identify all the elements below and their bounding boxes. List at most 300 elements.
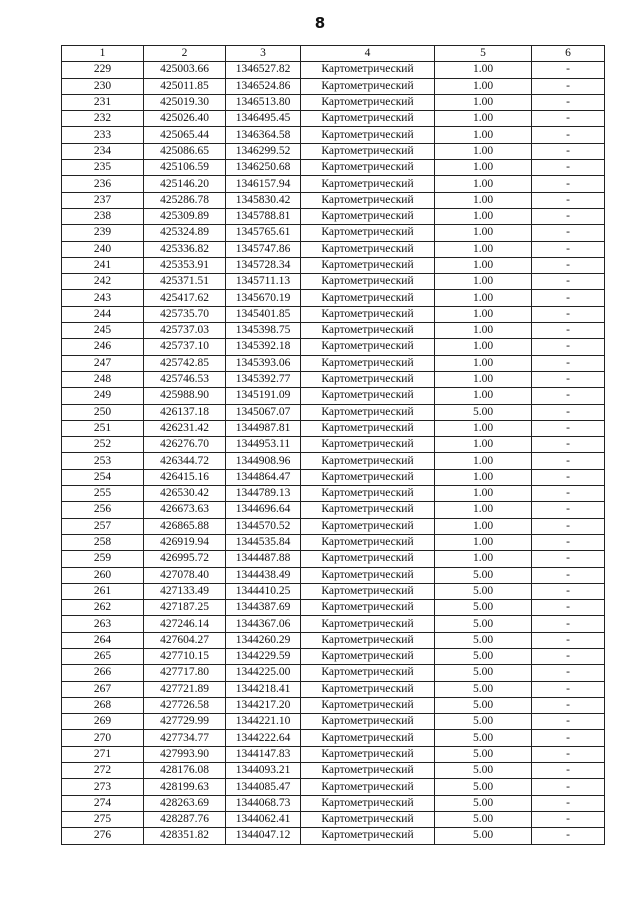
accuracy-cell: 5.00 — [435, 616, 532, 632]
accuracy-cell: 5.00 — [435, 583, 532, 599]
y-coordinate-cell: 1345398.75 — [226, 323, 301, 339]
x-coordinate-cell: 427604.27 — [144, 632, 226, 648]
note-cell: - — [532, 567, 605, 583]
method-cell: Картометрический — [301, 616, 435, 632]
y-coordinate-cell: 1344487.88 — [226, 551, 301, 567]
method-cell: Картометрический — [301, 208, 435, 224]
note-cell: - — [532, 534, 605, 550]
note-cell: - — [532, 404, 605, 420]
point-number-cell: 268 — [62, 697, 144, 713]
accuracy-cell: 1.00 — [435, 518, 532, 534]
method-cell: Картометрический — [301, 241, 435, 257]
y-coordinate-cell: 1344225.00 — [226, 665, 301, 681]
accuracy-cell: 1.00 — [435, 257, 532, 273]
point-number-cell: 230 — [62, 78, 144, 94]
y-coordinate-cell: 1344229.59 — [226, 648, 301, 664]
column-header: 6 — [532, 46, 605, 62]
y-coordinate-cell: 1345393.06 — [226, 355, 301, 371]
y-coordinate-cell: 1345401.85 — [226, 306, 301, 322]
x-coordinate-cell: 428287.76 — [144, 811, 226, 827]
x-coordinate-cell: 427721.89 — [144, 681, 226, 697]
table-row — [62, 160, 605, 176]
x-coordinate-cell: 425011.85 — [144, 78, 226, 94]
point-number-cell: 245 — [62, 323, 144, 339]
point-number-cell: 249 — [62, 388, 144, 404]
table-row — [62, 534, 605, 550]
point-number-cell: 266 — [62, 665, 144, 681]
x-coordinate-cell: 427729.99 — [144, 714, 226, 730]
table-row — [62, 192, 605, 208]
method-cell: Картометрический — [301, 486, 435, 502]
method-cell: Картометрический — [301, 583, 435, 599]
y-coordinate-cell: 1344218.41 — [226, 681, 301, 697]
table-row — [62, 257, 605, 273]
accuracy-cell: 1.00 — [435, 143, 532, 159]
note-cell: - — [532, 420, 605, 436]
accuracy-cell: 1.00 — [435, 111, 532, 127]
table-row — [62, 518, 605, 534]
method-cell: Картометрический — [301, 697, 435, 713]
column-header: 3 — [226, 46, 301, 62]
accuracy-cell: 1.00 — [435, 306, 532, 322]
y-coordinate-cell: 1346524.86 — [226, 78, 301, 94]
method-cell: Картометрический — [301, 339, 435, 355]
y-coordinate-cell: 1346364.58 — [226, 127, 301, 143]
table-row — [62, 486, 605, 502]
accuracy-cell: 1.00 — [435, 469, 532, 485]
accuracy-cell: 5.00 — [435, 665, 532, 681]
note-cell: - — [532, 632, 605, 648]
x-coordinate-cell: 425336.82 — [144, 241, 226, 257]
table-row — [62, 241, 605, 257]
accuracy-cell: 1.00 — [435, 355, 532, 371]
method-cell: Картометрический — [301, 763, 435, 779]
method-cell: Картометрический — [301, 62, 435, 78]
table-row — [62, 225, 605, 241]
table-row — [62, 176, 605, 192]
column-header: 4 — [301, 46, 435, 62]
point-number-cell: 251 — [62, 420, 144, 436]
x-coordinate-cell: 425742.85 — [144, 355, 226, 371]
method-cell: Картометрический — [301, 811, 435, 827]
x-coordinate-cell: 428351.82 — [144, 828, 226, 844]
y-coordinate-cell: 1344535.84 — [226, 534, 301, 550]
y-coordinate-cell: 1345747.86 — [226, 241, 301, 257]
note-cell: - — [532, 437, 605, 453]
note-cell: - — [532, 714, 605, 730]
x-coordinate-cell: 426415.16 — [144, 469, 226, 485]
x-coordinate-cell: 427078.40 — [144, 567, 226, 583]
method-cell: Картометрический — [301, 828, 435, 844]
point-number-cell: 256 — [62, 502, 144, 518]
x-coordinate-cell: 427717.80 — [144, 665, 226, 681]
point-number-cell: 232 — [62, 111, 144, 127]
method-cell: Картометрический — [301, 779, 435, 795]
y-coordinate-cell: 1344085.47 — [226, 779, 301, 795]
table-row — [62, 355, 605, 371]
x-coordinate-cell: 425146.20 — [144, 176, 226, 192]
table-row — [62, 339, 605, 355]
point-number-cell: 237 — [62, 192, 144, 208]
accuracy-cell: 1.00 — [435, 420, 532, 436]
note-cell: - — [532, 192, 605, 208]
accuracy-cell: 1.00 — [435, 437, 532, 453]
method-cell: Картометрический — [301, 160, 435, 176]
table-body — [62, 62, 605, 844]
method-cell: Картометрический — [301, 567, 435, 583]
accuracy-cell: 1.00 — [435, 225, 532, 241]
point-number-cell: 255 — [62, 486, 144, 502]
table-header-row — [62, 46, 605, 62]
method-cell: Картометрический — [301, 323, 435, 339]
method-cell: Картометрический — [301, 730, 435, 746]
x-coordinate-cell: 425371.51 — [144, 274, 226, 290]
table-row — [62, 420, 605, 436]
y-coordinate-cell: 1344222.64 — [226, 730, 301, 746]
method-cell: Картометрический — [301, 469, 435, 485]
note-cell: - — [532, 355, 605, 371]
method-cell: Картометрический — [301, 306, 435, 322]
point-number-cell: 234 — [62, 143, 144, 159]
y-coordinate-cell: 1345191.09 — [226, 388, 301, 404]
method-cell: Картометрический — [301, 681, 435, 697]
note-cell: - — [532, 127, 605, 143]
method-cell: Картометрический — [301, 111, 435, 127]
y-coordinate-cell: 1345728.34 — [226, 257, 301, 273]
method-cell: Картометрический — [301, 143, 435, 159]
point-number-cell: 253 — [62, 453, 144, 469]
point-number-cell: 239 — [62, 225, 144, 241]
table-row — [62, 697, 605, 713]
accuracy-cell: 1.00 — [435, 323, 532, 339]
table-row — [62, 583, 605, 599]
x-coordinate-cell: 428263.69 — [144, 795, 226, 811]
column-header: 2 — [144, 46, 226, 62]
x-coordinate-cell: 426865.88 — [144, 518, 226, 534]
point-number-cell: 262 — [62, 600, 144, 616]
table-row — [62, 763, 605, 779]
table-row — [62, 437, 605, 453]
table-row — [62, 811, 605, 827]
accuracy-cell: 1.00 — [435, 371, 532, 387]
note-cell: - — [532, 583, 605, 599]
note-cell: - — [532, 551, 605, 567]
y-coordinate-cell: 1344387.69 — [226, 600, 301, 616]
method-cell: Картометрический — [301, 453, 435, 469]
accuracy-cell: 5.00 — [435, 779, 532, 795]
accuracy-cell: 5.00 — [435, 828, 532, 844]
table-row — [62, 648, 605, 664]
x-coordinate-cell: 427710.15 — [144, 648, 226, 664]
note-cell: - — [532, 143, 605, 159]
x-coordinate-cell: 425106.59 — [144, 160, 226, 176]
point-number-cell: 238 — [62, 208, 144, 224]
method-cell: Картометрический — [301, 420, 435, 436]
point-number-cell: 252 — [62, 437, 144, 453]
note-cell: - — [532, 665, 605, 681]
point-number-cell: 269 — [62, 714, 144, 730]
accuracy-cell: 5.00 — [435, 763, 532, 779]
point-number-cell: 244 — [62, 306, 144, 322]
method-cell: Картометрический — [301, 371, 435, 387]
table-row — [62, 779, 605, 795]
table-row — [62, 567, 605, 583]
y-coordinate-cell: 1345788.81 — [226, 208, 301, 224]
table-row — [62, 94, 605, 110]
method-cell: Картометрический — [301, 192, 435, 208]
note-cell: - — [532, 453, 605, 469]
accuracy-cell: 1.00 — [435, 78, 532, 94]
point-number-cell: 267 — [62, 681, 144, 697]
column-header: 5 — [435, 46, 532, 62]
y-coordinate-cell: 1344864.47 — [226, 469, 301, 485]
x-coordinate-cell: 426344.72 — [144, 453, 226, 469]
table-row — [62, 600, 605, 616]
y-coordinate-cell: 1344410.25 — [226, 583, 301, 599]
table-row — [62, 143, 605, 159]
note-cell: - — [532, 176, 605, 192]
table-row — [62, 551, 605, 567]
method-cell: Картометрический — [301, 404, 435, 420]
x-coordinate-cell: 425019.30 — [144, 94, 226, 110]
note-cell: - — [532, 160, 605, 176]
table-row — [62, 469, 605, 485]
point-number-cell: 270 — [62, 730, 144, 746]
y-coordinate-cell: 1344570.52 — [226, 518, 301, 534]
accuracy-cell: 1.00 — [435, 94, 532, 110]
x-coordinate-cell: 427993.90 — [144, 746, 226, 762]
accuracy-cell: 1.00 — [435, 127, 532, 143]
accuracy-cell: 1.00 — [435, 62, 532, 78]
method-cell: Картометрический — [301, 534, 435, 550]
accuracy-cell: 1.00 — [435, 453, 532, 469]
accuracy-cell: 1.00 — [435, 502, 532, 518]
accuracy-cell: 1.00 — [435, 534, 532, 550]
table-row — [62, 78, 605, 94]
table-row — [62, 616, 605, 632]
point-number-cell: 254 — [62, 469, 144, 485]
accuracy-cell: 5.00 — [435, 714, 532, 730]
method-cell: Картометрический — [301, 714, 435, 730]
x-coordinate-cell: 426530.42 — [144, 486, 226, 502]
method-cell: Картометрический — [301, 746, 435, 762]
x-coordinate-cell: 425026.40 — [144, 111, 226, 127]
point-number-cell: 242 — [62, 274, 144, 290]
note-cell: - — [532, 518, 605, 534]
y-coordinate-cell: 1344221.10 — [226, 714, 301, 730]
x-coordinate-cell: 425735.70 — [144, 306, 226, 322]
y-coordinate-cell: 1344987.81 — [226, 420, 301, 436]
accuracy-cell: 5.00 — [435, 811, 532, 827]
point-number-cell: 272 — [62, 763, 144, 779]
table-row — [62, 127, 605, 143]
note-cell: - — [532, 502, 605, 518]
method-cell: Картометрический — [301, 257, 435, 273]
method-cell: Картометрический — [301, 274, 435, 290]
y-coordinate-cell: 1344147.83 — [226, 746, 301, 762]
note-cell: - — [532, 648, 605, 664]
y-coordinate-cell: 1345067.07 — [226, 404, 301, 420]
method-cell: Картометрический — [301, 600, 435, 616]
y-coordinate-cell: 1345670.19 — [226, 290, 301, 306]
note-cell: - — [532, 208, 605, 224]
method-cell: Картометрический — [301, 665, 435, 681]
y-coordinate-cell: 1344367.06 — [226, 616, 301, 632]
x-coordinate-cell: 426276.70 — [144, 437, 226, 453]
y-coordinate-cell: 1345830.42 — [226, 192, 301, 208]
note-cell: - — [532, 616, 605, 632]
x-coordinate-cell: 425286.78 — [144, 192, 226, 208]
y-coordinate-cell: 1346250.68 — [226, 160, 301, 176]
y-coordinate-cell: 1345392.18 — [226, 339, 301, 355]
accuracy-cell: 5.00 — [435, 730, 532, 746]
x-coordinate-cell: 426995.72 — [144, 551, 226, 567]
note-cell: - — [532, 274, 605, 290]
point-number-cell: 276 — [62, 828, 144, 844]
x-coordinate-cell: 426919.94 — [144, 534, 226, 550]
method-cell: Картометрический — [301, 290, 435, 306]
y-coordinate-cell: 1344789.13 — [226, 486, 301, 502]
table-row — [62, 795, 605, 811]
table-row — [62, 274, 605, 290]
point-number-cell: 274 — [62, 795, 144, 811]
x-coordinate-cell: 425003.66 — [144, 62, 226, 78]
note-cell: - — [532, 828, 605, 844]
note-cell: - — [532, 371, 605, 387]
x-coordinate-cell: 428176.08 — [144, 763, 226, 779]
note-cell: - — [532, 486, 605, 502]
table-row — [62, 306, 605, 322]
x-coordinate-cell: 426231.42 — [144, 420, 226, 436]
method-cell: Картометрический — [301, 225, 435, 241]
accuracy-cell: 1.00 — [435, 388, 532, 404]
accuracy-cell: 5.00 — [435, 746, 532, 762]
x-coordinate-cell: 427187.25 — [144, 600, 226, 616]
accuracy-cell: 1.00 — [435, 160, 532, 176]
page-number: 8 — [314, 14, 326, 32]
table-row — [62, 665, 605, 681]
note-cell: - — [532, 697, 605, 713]
table-row — [62, 632, 605, 648]
accuracy-cell: 1.00 — [435, 339, 532, 355]
table-row — [62, 111, 605, 127]
x-coordinate-cell: 425353.91 — [144, 257, 226, 273]
point-number-cell: 229 — [62, 62, 144, 78]
note-cell: - — [532, 62, 605, 78]
method-cell: Картометрический — [301, 648, 435, 664]
y-coordinate-cell: 1344047.12 — [226, 828, 301, 844]
point-number-cell: 271 — [62, 746, 144, 762]
table-row — [62, 290, 605, 306]
y-coordinate-cell: 1344696.64 — [226, 502, 301, 518]
y-coordinate-cell: 1344953.11 — [226, 437, 301, 453]
y-coordinate-cell: 1346299.52 — [226, 143, 301, 159]
y-coordinate-cell: 1344260.29 — [226, 632, 301, 648]
y-coordinate-cell: 1345392.77 — [226, 371, 301, 387]
point-number-cell: 246 — [62, 339, 144, 355]
point-number-cell: 275 — [62, 811, 144, 827]
point-number-cell: 260 — [62, 567, 144, 583]
point-number-cell: 231 — [62, 94, 144, 110]
x-coordinate-cell: 426673.63 — [144, 502, 226, 518]
y-coordinate-cell: 1345711.13 — [226, 274, 301, 290]
table-row — [62, 62, 605, 78]
note-cell: - — [532, 763, 605, 779]
accuracy-cell: 1.00 — [435, 551, 532, 567]
note-cell: - — [532, 779, 605, 795]
note-cell: - — [532, 78, 605, 94]
note-cell: - — [532, 111, 605, 127]
x-coordinate-cell: 427734.77 — [144, 730, 226, 746]
point-number-cell: 236 — [62, 176, 144, 192]
accuracy-cell: 1.00 — [435, 241, 532, 257]
accuracy-cell: 1.00 — [435, 208, 532, 224]
table-row — [62, 453, 605, 469]
note-cell: - — [532, 388, 605, 404]
accuracy-cell: 5.00 — [435, 648, 532, 664]
x-coordinate-cell: 425737.10 — [144, 339, 226, 355]
accuracy-cell: 5.00 — [435, 632, 532, 648]
table-row — [62, 828, 605, 844]
point-number-cell: 248 — [62, 371, 144, 387]
point-number-cell: 259 — [62, 551, 144, 567]
note-cell: - — [532, 241, 605, 257]
note-cell: - — [532, 795, 605, 811]
point-number-cell: 263 — [62, 616, 144, 632]
point-number-cell: 250 — [62, 404, 144, 420]
y-coordinate-cell: 1346513.80 — [226, 94, 301, 110]
point-number-cell: 241 — [62, 257, 144, 273]
accuracy-cell: 1.00 — [435, 486, 532, 502]
x-coordinate-cell: 425737.03 — [144, 323, 226, 339]
table-row — [62, 746, 605, 762]
y-coordinate-cell: 1344217.20 — [226, 697, 301, 713]
column-header: 1 — [62, 46, 144, 62]
x-coordinate-cell: 425746.53 — [144, 371, 226, 387]
table-row — [62, 404, 605, 420]
note-cell: - — [532, 469, 605, 485]
accuracy-cell: 1.00 — [435, 192, 532, 208]
accuracy-cell: 5.00 — [435, 600, 532, 616]
note-cell: - — [532, 730, 605, 746]
y-coordinate-cell: 1344093.21 — [226, 763, 301, 779]
y-coordinate-cell: 1344062.41 — [226, 811, 301, 827]
x-coordinate-cell: 425417.62 — [144, 290, 226, 306]
note-cell: - — [532, 306, 605, 322]
accuracy-cell: 1.00 — [435, 290, 532, 306]
note-cell: - — [532, 339, 605, 355]
note-cell: - — [532, 225, 605, 241]
method-cell: Картометрический — [301, 502, 435, 518]
table-row — [62, 208, 605, 224]
note-cell: - — [532, 746, 605, 762]
point-number-cell: 243 — [62, 290, 144, 306]
y-coordinate-cell: 1344908.96 — [226, 453, 301, 469]
point-number-cell: 240 — [62, 241, 144, 257]
point-number-cell: 257 — [62, 518, 144, 534]
y-coordinate-cell: 1344438.49 — [226, 567, 301, 583]
method-cell: Картометрический — [301, 94, 435, 110]
x-coordinate-cell: 427726.58 — [144, 697, 226, 713]
y-coordinate-cell: 1346157.94 — [226, 176, 301, 192]
table-row — [62, 730, 605, 746]
method-cell: Картометрический — [301, 388, 435, 404]
note-cell: - — [532, 323, 605, 339]
method-cell: Картометрический — [301, 632, 435, 648]
note-cell: - — [532, 600, 605, 616]
point-number-cell: 247 — [62, 355, 144, 371]
x-coordinate-cell: 426137.18 — [144, 404, 226, 420]
